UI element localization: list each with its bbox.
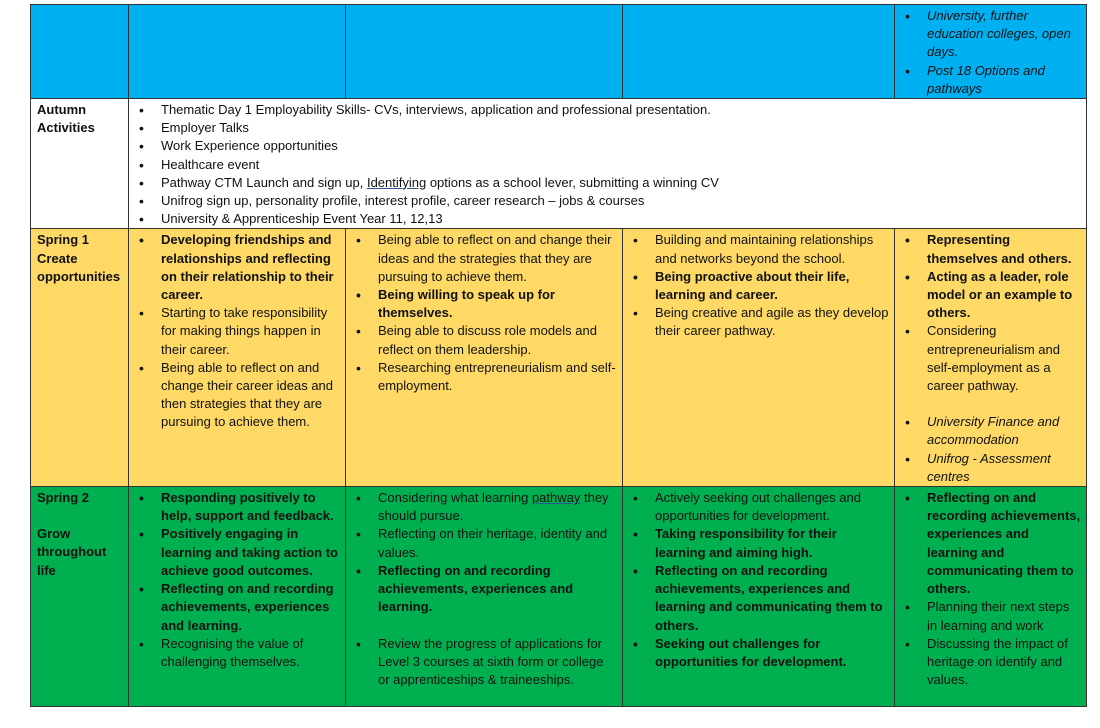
- list-item: • Being able to discuss role models and reflect on them leadership.: [378, 322, 618, 358]
- list-spacer: [927, 395, 1082, 413]
- list-item: • Taking responsibility for their learning and aiming high.: [655, 525, 890, 561]
- careers-plan-table: [30, 4, 1087, 707]
- list-item: • Pathway CTM Launch and sign up, Identifying options as a school lever, submitting a winning CV: [161, 174, 1082, 192]
- table-cell: [623, 487, 895, 707]
- list-item: • Reflecting on and recording achievements, experiences and learning and communicating them to others.: [927, 489, 1082, 598]
- list-item: • Responding positively to help, support and feedback.: [161, 489, 341, 525]
- list-item: • Thematic Day 1 Employability Skills- CVs, interviews, application and professional presentation.: [161, 101, 1082, 119]
- bullet-list: [135, 231, 341, 431]
- bullet-list: [135, 489, 341, 671]
- list-item: • Discussing the impact of heritage on identify and values.: [927, 635, 1082, 690]
- list-item: • Post 18 Options and pathways: [927, 62, 1082, 98]
- table-cell: [895, 487, 1087, 707]
- row-label-spring-2: Spring 2 Grow throughout life: [31, 487, 129, 707]
- table-cell: [346, 5, 623, 99]
- list-item: • Actively seeking out challenges and opportunities for development.: [655, 489, 890, 525]
- list-item: • University & Apprenticeship Event Year 11, 12,13: [161, 210, 1082, 228]
- list-item: • Recognising the value of challenging themselves.: [161, 635, 341, 671]
- list-item: • Acting as a leader, role model or an example to others.: [927, 268, 1082, 323]
- table-cell: [31, 5, 129, 99]
- row-label-spring-1: Spring 1 Create opportunities: [31, 229, 129, 487]
- label-spacer: [37, 507, 124, 525]
- list-item: • Representing themselves and others.: [927, 231, 1082, 267]
- bullet-list: [352, 231, 618, 395]
- table-cell: [129, 229, 346, 487]
- table-cell: [346, 487, 623, 707]
- table-cell: [623, 229, 895, 487]
- list-item: • Being proactive about their life, learning and career.: [655, 268, 890, 304]
- list-item: • Reflecting on and recording achievements, experiences and learning.: [161, 580, 341, 635]
- list-item: • Starting to take responsibility for making things happen in their career.: [161, 304, 341, 359]
- bullet-list: [901, 231, 1082, 486]
- list-item: • Work Experience opportunities: [161, 137, 1082, 155]
- table-cell: [346, 229, 623, 487]
- list-item: • Seeking out challenges for opportunities for development.: [655, 635, 890, 671]
- bullet-list: [901, 489, 1082, 689]
- list-item: • Being creative and agile as they develop their career pathway.: [655, 304, 890, 340]
- list-item: • Being willing to speak up for themselves.: [378, 286, 618, 322]
- table-cell: [895, 5, 1087, 99]
- table-row: [31, 99, 1087, 229]
- table-row: [31, 487, 1087, 707]
- bullet-list: [629, 231, 890, 340]
- list-item: • Building and maintaining relationships and networks beyond the school.: [655, 231, 890, 267]
- list-item: • University, further education colleges, open days.: [927, 7, 1082, 62]
- list-item: • Healthcare event: [161, 156, 1082, 174]
- list-item: • Reflecting on and recording achievements, experiences and learning.: [378, 562, 618, 617]
- list-item: • Being able to reflect on and change their career ideas and then strategies that they are pursuing to achieve them.: [161, 359, 341, 432]
- bullet-list: [901, 7, 1082, 98]
- list-item: • University Finance and accommodation: [927, 413, 1082, 449]
- list-item: • Considering what learning pathway they should pursue.: [378, 489, 618, 525]
- list-item: • Planning their next steps in learning and work: [927, 598, 1082, 634]
- list-spacer: [378, 617, 618, 635]
- autumn-activities-cell: [129, 99, 1087, 229]
- list-item: • Positively engaging in learning and taking action to achieve good outcomes.: [161, 525, 341, 580]
- list-item: • Developing friendships and relationships and reflecting on their relationship to their career.: [161, 231, 341, 304]
- table-row: [31, 5, 1087, 99]
- list-item: • Reflecting on their heritage, identity and values.: [378, 525, 618, 561]
- list-item: • Being able to reflect on and change their ideas and the strategies that they are pursuing to achieve them.: [378, 231, 618, 286]
- bullet-list: [135, 101, 1082, 228]
- list-item: • Reflecting on and recording achievements, experiences and learning and communicating them to others.: [655, 562, 890, 635]
- list-item: • Review the progress of applications for Level 3 courses at sixth form or college or apprenticeships & traineeships.: [378, 635, 618, 690]
- table-cell: [895, 229, 1087, 487]
- list-item: • Employer Talks: [161, 119, 1082, 137]
- table-row: [31, 229, 1087, 487]
- table-cell: [129, 5, 346, 99]
- row-label-autumn: Autumn Activities: [31, 99, 129, 229]
- list-item: • Unifrog sign up, personality profile, interest profile, career research – jobs & courses: [161, 192, 1082, 210]
- table-cell: [623, 5, 895, 99]
- list-item: • Researching entrepreneurialism and self-employment.: [378, 359, 618, 395]
- list-item: • Considering entrepreneurialism and self-employment as a career pathway.: [927, 322, 1082, 395]
- table-cell: [129, 487, 346, 707]
- list-item: • Unifrog - Assessment centres: [927, 450, 1082, 486]
- bullet-list: [629, 489, 890, 671]
- bullet-list: [352, 489, 618, 689]
